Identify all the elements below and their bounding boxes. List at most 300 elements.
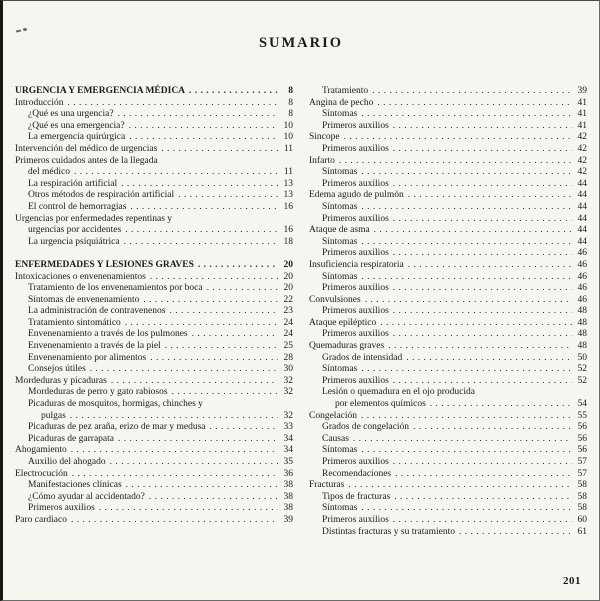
toc-page: 58 xyxy=(577,503,587,514)
toc-page: 34 xyxy=(283,433,293,444)
toc-entry xyxy=(15,132,293,144)
toc-entry xyxy=(15,445,293,457)
dot-leader xyxy=(210,422,278,434)
toc-entry xyxy=(309,86,587,98)
toc-line xyxy=(15,225,293,237)
toc-label: Auxilio del ahogado xyxy=(28,457,106,467)
toc-line xyxy=(309,515,587,527)
toc-page: 20 xyxy=(283,283,293,294)
toc-page: 42 xyxy=(577,167,587,178)
toc-page: 58 xyxy=(577,480,587,491)
dot-leader xyxy=(189,86,278,98)
toc-entry xyxy=(309,457,587,469)
toc-line xyxy=(309,225,587,237)
toc-line xyxy=(15,480,293,492)
dot-leader xyxy=(118,434,278,446)
toc-line xyxy=(15,492,293,504)
toc-line xyxy=(15,98,293,110)
toc-label: Envenenamiento por alimentos xyxy=(28,352,147,363)
dot-leader xyxy=(125,318,278,330)
toc-line xyxy=(309,503,587,515)
toc-label: Quemaduras graves xyxy=(309,341,385,352)
dot-leader xyxy=(393,329,572,341)
toc-label: Síntomas xyxy=(322,236,358,247)
toc-entry xyxy=(15,434,293,446)
toc-line xyxy=(309,121,587,133)
toc-entry xyxy=(309,179,587,191)
toc-entry xyxy=(15,376,293,388)
toc-page: 32 xyxy=(283,375,293,386)
toc-page: 46 xyxy=(577,283,587,294)
dot-leader xyxy=(388,341,572,353)
toc-page: 22 xyxy=(283,294,293,305)
toc-entry xyxy=(15,341,293,353)
toc-label: Síntomas xyxy=(322,109,358,120)
dot-leader xyxy=(393,121,572,133)
toc-label: Ahogamiento xyxy=(15,445,67,456)
toc-line xyxy=(309,469,587,481)
toc-line xyxy=(15,179,293,191)
dot-leader xyxy=(130,202,278,214)
dot-leader xyxy=(361,411,572,423)
toc-entry xyxy=(309,480,587,492)
dot-leader xyxy=(380,318,572,330)
toc-line xyxy=(309,283,587,295)
dot-leader xyxy=(393,214,572,226)
toc-page: 61 xyxy=(577,526,587,537)
toc-label: del médico xyxy=(28,167,70,178)
toc-entry xyxy=(15,272,293,284)
toc-label: Primeros cuidados antes de la llegada xyxy=(15,155,158,166)
toc-label: La emergencia quirúrgica xyxy=(28,132,126,143)
toc-entry xyxy=(309,248,587,260)
toc-line xyxy=(309,318,587,330)
toc-entry xyxy=(309,376,587,388)
dot-leader xyxy=(172,387,278,399)
dot-leader xyxy=(165,341,278,353)
toc-label: Primeros auxilios xyxy=(322,178,389,189)
toc-entry xyxy=(309,341,587,353)
toc-entry xyxy=(309,272,587,284)
dot-leader xyxy=(118,109,278,121)
toc-page: 30 xyxy=(283,364,293,375)
toc-line xyxy=(15,144,293,156)
toc-line xyxy=(309,527,587,539)
toc-page: 48 xyxy=(577,329,587,340)
dot-leader xyxy=(124,237,278,249)
toc-line xyxy=(309,248,587,260)
toc-line xyxy=(309,329,587,341)
toc-page: 54 xyxy=(577,399,587,410)
toc-entry xyxy=(309,237,587,249)
dot-leader xyxy=(408,190,572,202)
toc-line xyxy=(309,109,587,121)
toc-line xyxy=(309,295,587,307)
toc-line xyxy=(309,260,587,272)
toc-label: La administración de contravenenos xyxy=(28,306,166,317)
toc-entry xyxy=(15,260,293,272)
toc-entry xyxy=(309,503,587,515)
dot-leader xyxy=(393,376,572,388)
dot-leader xyxy=(74,167,278,179)
toc-label: Edema agudo de pulmón xyxy=(309,190,404,201)
toc-label: Intoxicaciones o envenenamientos xyxy=(15,271,146,282)
toc-line xyxy=(15,109,293,121)
toc-label: Primeros auxilios xyxy=(322,514,389,525)
toc-page: 56 xyxy=(577,422,587,433)
toc-label: Insuficiencia respiratoria xyxy=(309,259,404,270)
toc-label: Infarto xyxy=(309,155,335,166)
toc-line xyxy=(309,376,587,388)
toc-entry xyxy=(309,144,587,156)
toc-label: URGENCIA Y EMERGENCIA MÉDICA xyxy=(15,86,186,96)
dot-leader xyxy=(372,86,572,98)
toc-page: 13 xyxy=(283,190,293,201)
toc-entry xyxy=(15,353,293,365)
dot-leader xyxy=(71,445,278,457)
toc-label: Congelación xyxy=(309,410,358,421)
toc-page: 10 xyxy=(283,132,293,143)
toc-page: 42 xyxy=(577,155,587,166)
toc-label: El control de hemorragias xyxy=(28,201,127,212)
dot-leader xyxy=(111,376,278,388)
toc-page: 44 xyxy=(577,236,587,247)
toc-line xyxy=(15,260,293,272)
toc-label: Lesión o quemadura en el ojo producida xyxy=(322,387,476,398)
toc-line xyxy=(309,156,587,168)
page-number: 201 xyxy=(563,575,581,587)
toc-entry xyxy=(309,434,587,446)
toc-line xyxy=(15,190,293,202)
dot-leader xyxy=(70,411,278,423)
toc-label: por elementos químicos xyxy=(335,399,426,410)
toc-label: ¿Qué es una urgencia? xyxy=(28,109,114,120)
toc-entry xyxy=(15,190,293,202)
dot-leader xyxy=(406,353,572,365)
toc-entry xyxy=(15,144,293,156)
dot-leader xyxy=(361,445,572,457)
toc-page: 48 xyxy=(577,317,587,328)
toc-line xyxy=(15,376,293,388)
toc-entry xyxy=(309,121,587,133)
toc-page: 32 xyxy=(283,387,293,398)
toc-entry xyxy=(15,306,293,318)
toc-line xyxy=(15,167,293,179)
toc-entry xyxy=(15,329,293,341)
toc-entry xyxy=(15,214,293,237)
toc-label: Primeros auxilios xyxy=(322,143,389,154)
toc-label: La urgencia psiquiátrica xyxy=(28,236,120,247)
toc-label: Síntomas xyxy=(322,503,358,514)
toc-page: 46 xyxy=(577,248,587,259)
toc-line xyxy=(15,364,293,376)
toc-label: Manifestaciones clínicas xyxy=(28,480,122,491)
toc-line xyxy=(15,515,293,527)
toc-entry xyxy=(15,156,293,179)
toc-entry xyxy=(15,98,293,110)
toc-page: 44 xyxy=(577,213,587,224)
toc-page: 28 xyxy=(283,352,293,363)
toc-label: Síntomas de envenenamiento xyxy=(28,294,140,305)
toc-line xyxy=(15,457,293,469)
toc-page: 38 xyxy=(283,480,293,491)
toc-entry xyxy=(309,202,587,214)
toc-page: 24 xyxy=(283,317,293,328)
toc-entry xyxy=(15,237,293,249)
toc-label: Picaduras de garrapata xyxy=(28,433,114,444)
dot-leader xyxy=(149,492,278,504)
toc-entry xyxy=(309,132,587,144)
toc-entry xyxy=(309,353,587,365)
toc-entry xyxy=(309,156,587,168)
toc-label: Angina de pecho xyxy=(309,97,374,108)
toc-line xyxy=(15,214,293,226)
toc-line xyxy=(15,132,293,144)
toc-entry xyxy=(309,364,587,376)
toc-page: 36 xyxy=(283,468,293,479)
toc-entry xyxy=(15,480,293,492)
toc-entry xyxy=(309,283,587,295)
dot-leader xyxy=(361,503,572,515)
toc-label: Primeros auxilios xyxy=(322,283,389,294)
toc-column-left xyxy=(15,86,293,538)
toc-page: 58 xyxy=(577,491,587,502)
dot-leader xyxy=(394,492,572,504)
toc-entry xyxy=(309,306,587,318)
toc-line xyxy=(15,445,293,457)
toc-entry xyxy=(309,422,587,434)
toc-line xyxy=(309,480,587,492)
dot-leader xyxy=(393,248,572,260)
dot-leader xyxy=(348,480,572,492)
toc-label: Ataque epiléptico xyxy=(309,317,377,328)
toc-page: 44 xyxy=(577,201,587,212)
toc-entry xyxy=(309,318,587,330)
toc-label: Sincope xyxy=(309,132,340,143)
toc-label: La respiración artificial xyxy=(28,178,118,189)
dot-leader xyxy=(361,364,572,376)
toc-label: Envenenamiento a través de la piel xyxy=(28,341,161,352)
toc-entry xyxy=(15,109,293,121)
toc-page: 41 xyxy=(577,97,587,108)
toc-page: 46 xyxy=(577,259,587,270)
toc-label: ENFERMEDADES Y LESIONES GRAVES xyxy=(15,259,194,270)
toc-line xyxy=(309,167,587,179)
page-title: SUMARIO xyxy=(258,35,344,51)
dot-leader xyxy=(353,434,572,446)
toc-entry xyxy=(15,283,293,295)
toc-columns xyxy=(15,86,587,538)
toc-page: 20 xyxy=(283,259,293,270)
toc-line xyxy=(15,121,293,133)
toc-page: 48 xyxy=(577,341,587,352)
dot-leader xyxy=(143,295,278,307)
toc-page: 56 xyxy=(577,433,587,444)
toc-page: 32 xyxy=(283,410,293,421)
toc-page: 18 xyxy=(283,236,293,247)
toc-line xyxy=(15,237,293,249)
dot-leader xyxy=(192,329,278,341)
toc-page: 44 xyxy=(577,178,587,189)
toc-entry xyxy=(309,411,587,423)
toc-entry xyxy=(309,387,587,410)
dot-leader xyxy=(125,225,278,237)
toc-line xyxy=(15,422,293,434)
toc-label: Síntomas xyxy=(322,364,358,375)
toc-entry xyxy=(15,387,293,399)
toc-line xyxy=(15,411,293,423)
toc-line xyxy=(309,492,587,504)
dot-leader xyxy=(393,306,572,318)
dot-leader xyxy=(71,515,278,527)
toc-page: 48 xyxy=(577,306,587,317)
dot-leader xyxy=(68,98,278,110)
toc-entry xyxy=(309,329,587,341)
toc-page: 42 xyxy=(577,143,587,154)
toc-page: 8 xyxy=(288,97,293,108)
toc-page: 42 xyxy=(577,132,587,143)
toc-page: 8 xyxy=(288,109,293,120)
toc-line xyxy=(15,272,293,284)
dot-leader xyxy=(161,144,278,156)
toc-entry xyxy=(309,469,587,481)
toc-line xyxy=(309,387,587,399)
dot-leader xyxy=(393,144,572,156)
toc-line xyxy=(15,341,293,353)
toc-line xyxy=(15,469,293,481)
toc-label: urgencias por accidentes xyxy=(28,225,122,236)
toc-line xyxy=(309,98,587,110)
toc-label: Picaduras de pez araña, erizo de mar y medusa xyxy=(28,422,206,433)
toc-label: Primeros auxilios xyxy=(322,375,389,386)
toc-label: Primeros auxilios xyxy=(322,213,389,224)
toc-label: Tratamiento sintomático xyxy=(28,317,121,328)
toc-entry xyxy=(15,515,293,527)
toc-line xyxy=(309,132,587,144)
toc-page: 44 xyxy=(577,190,587,201)
toc-entry xyxy=(15,492,293,504)
dot-leader xyxy=(361,167,572,179)
toc-label: Distintas fracturas y su tratamiento xyxy=(322,526,455,537)
toc-label: Grados de congelación xyxy=(322,422,410,433)
toc-label: Síntomas xyxy=(322,201,358,212)
toc-entry xyxy=(309,98,587,110)
dot-leader xyxy=(361,202,572,214)
toc-label: Paro cardiaco xyxy=(15,514,67,525)
toc-line xyxy=(309,422,587,434)
toc-label: Consejos útiles xyxy=(28,364,86,375)
toc-line xyxy=(309,399,587,411)
toc-page: 46 xyxy=(577,271,587,282)
toc-page: 11 xyxy=(283,167,293,178)
dot-leader xyxy=(374,225,572,237)
dot-leader xyxy=(129,121,278,133)
dot-leader xyxy=(393,283,572,295)
dot-leader xyxy=(150,353,278,365)
toc-label: Primeros auxilios xyxy=(28,503,95,514)
toc-entry xyxy=(309,214,587,226)
toc-line xyxy=(15,353,293,365)
toc-page: 56 xyxy=(577,445,587,456)
toc-page: 52 xyxy=(577,364,587,375)
scan-artifact xyxy=(16,27,30,33)
toc-label: Grados de intensidad xyxy=(322,352,403,363)
toc-page: 39 xyxy=(283,514,293,525)
toc-label: Tipos de fracturas xyxy=(322,491,391,502)
toc-label: Tratamiento xyxy=(322,86,369,96)
toc-label: Primeros auxilios xyxy=(322,329,389,340)
toc-line xyxy=(15,156,293,168)
dot-leader xyxy=(129,132,278,144)
toc-line xyxy=(309,272,587,284)
toc-label: Primeros auxilios xyxy=(322,248,389,259)
toc-page: 34 xyxy=(283,445,293,456)
dot-leader xyxy=(169,306,278,318)
toc-line xyxy=(309,341,587,353)
dot-leader xyxy=(361,237,572,249)
dot-leader xyxy=(150,272,278,284)
toc-entry xyxy=(15,202,293,214)
toc-line xyxy=(309,445,587,457)
toc-label: Envenenamiento a través de los pulmones xyxy=(28,329,188,340)
toc-line xyxy=(15,202,293,214)
toc-line xyxy=(15,306,293,318)
toc-page: 16 xyxy=(283,201,293,212)
toc-page: 44 xyxy=(577,225,587,236)
toc-entry xyxy=(15,121,293,133)
dot-leader xyxy=(393,515,572,527)
toc-line xyxy=(309,179,587,191)
toc-entry xyxy=(15,295,293,307)
toc-line xyxy=(309,86,587,98)
dot-leader xyxy=(90,364,278,376)
toc-page: 10 xyxy=(283,120,293,131)
toc-line xyxy=(309,364,587,376)
dot-leader xyxy=(99,503,278,515)
toc-entry xyxy=(309,225,587,237)
toc-line xyxy=(15,387,293,399)
toc-label: ¿Qué es una emergencia? xyxy=(28,120,125,131)
toc-line xyxy=(15,86,293,98)
toc-line xyxy=(15,399,293,411)
toc-entry xyxy=(15,503,293,515)
toc-page: 39 xyxy=(577,86,587,96)
toc-page: 60 xyxy=(577,514,587,525)
toc-label: Introducción xyxy=(15,97,64,108)
toc-entry xyxy=(15,399,293,422)
toc-page: 50 xyxy=(577,352,587,363)
toc-label: Mordeduras de perro y gato rabiosos xyxy=(28,387,168,398)
dot-leader xyxy=(413,422,572,434)
toc-line xyxy=(309,237,587,249)
toc-label: Primeros auxilios xyxy=(322,457,389,467)
toc-entry xyxy=(15,457,293,469)
toc-line xyxy=(15,503,293,515)
toc-label: Picaduras de mosquitos, hormigas, chinches y xyxy=(28,399,203,410)
toc-page: 16 xyxy=(283,225,293,236)
toc-entry xyxy=(309,445,587,457)
toc-line xyxy=(309,214,587,226)
toc-label: Urgencias por enfermedades repentinas y xyxy=(15,213,173,224)
dot-leader xyxy=(126,480,278,492)
toc-line xyxy=(15,434,293,446)
dot-leader xyxy=(339,156,572,168)
toc-line xyxy=(309,144,587,156)
toc-label: Electrocución xyxy=(15,468,68,479)
toc-line xyxy=(309,411,587,423)
toc-page: 24 xyxy=(283,329,293,340)
toc-page: 41 xyxy=(577,120,587,131)
